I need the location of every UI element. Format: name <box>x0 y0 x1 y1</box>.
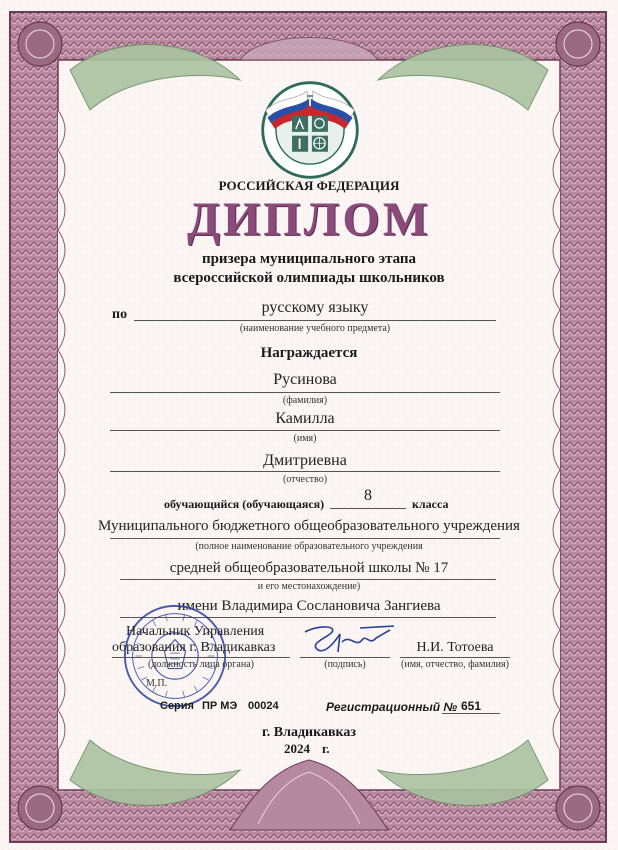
school-underline-2 <box>120 579 496 580</box>
name-underline <box>110 430 500 431</box>
grade-label: обучающийся (обучающаяся) <box>164 497 325 511</box>
signature-caption: (подпись) <box>324 659 366 670</box>
year-suffix: г. <box>322 741 330 756</box>
year-value: 2024 <box>284 741 310 756</box>
surname-caption: (фамилия) <box>282 395 328 406</box>
series-label: Серия <box>160 700 194 712</box>
city: г. Владикавказ <box>261 725 356 740</box>
subject-caption: (наименование учебного предмета) <box>239 323 391 334</box>
patronymic-caption: (отчество) <box>282 474 328 485</box>
school-caption-1: (полное наименование образовательного учреждения <box>195 541 423 552</box>
surname-underline <box>110 392 500 393</box>
subtitle-line-1: призера муниципального этапа <box>201 251 417 267</box>
name-value: Камилла <box>275 410 335 427</box>
registration-label: Регистрационный № <box>326 700 458 714</box>
signature-underline <box>300 657 390 658</box>
series-code: ПР МЭ <box>202 700 238 712</box>
stamp-label: М.П. <box>146 678 168 689</box>
grade-value: 8 <box>364 487 372 504</box>
school-caption-2: и его местонахождение) <box>257 581 361 592</box>
school-underline-1 <box>110 538 500 539</box>
patronymic-underline <box>110 471 500 472</box>
subject-underline <box>134 320 496 321</box>
signature-icon <box>300 620 400 660</box>
position-caption: (должность лица органа) <box>148 659 254 670</box>
subject-prefix: по <box>112 307 128 322</box>
registration-underline <box>442 713 500 714</box>
series-number: 00024 <box>248 700 279 712</box>
signatory-name: Н.И. Тотоева <box>416 640 494 655</box>
signatory-position-1: Начальник Управления <box>126 624 265 639</box>
name-signature-underline <box>400 657 510 658</box>
surname-value: Русинова <box>273 371 337 388</box>
subject-value: русскому языку <box>261 299 369 316</box>
subtitle-line-2: всероссийской олимпиады школьников <box>173 270 445 286</box>
school-line-2: средней общеобразовательной школы № 17 <box>169 560 449 576</box>
signatory-position-2: образования г. Владикавказ <box>112 640 276 655</box>
awarded-label: Награждается <box>260 345 358 361</box>
school-line-1: Муниципального бюджетного общеобразовательного учреждения <box>98 518 520 534</box>
diploma-title: ДИПЛОМ <box>186 193 432 246</box>
country-name: РОССИЙСКАЯ ФЕДЕРАЦИЯ <box>218 178 400 193</box>
official-seal-icon <box>122 603 228 709</box>
position-underline <box>112 657 290 658</box>
school-line-3: имени Владимира Сослановича Зангиева <box>177 598 441 614</box>
grade-underline <box>330 508 406 509</box>
registration-value: 651 <box>460 699 482 713</box>
grade-suffix: класса <box>412 497 449 511</box>
signatory-name-caption: (имя, отчество, фамилия) <box>401 659 509 670</box>
name-caption: (имя) <box>293 433 317 444</box>
olympiad-emblem-icon <box>258 78 362 182</box>
patronymic-value: Дмитриевна <box>263 452 347 469</box>
